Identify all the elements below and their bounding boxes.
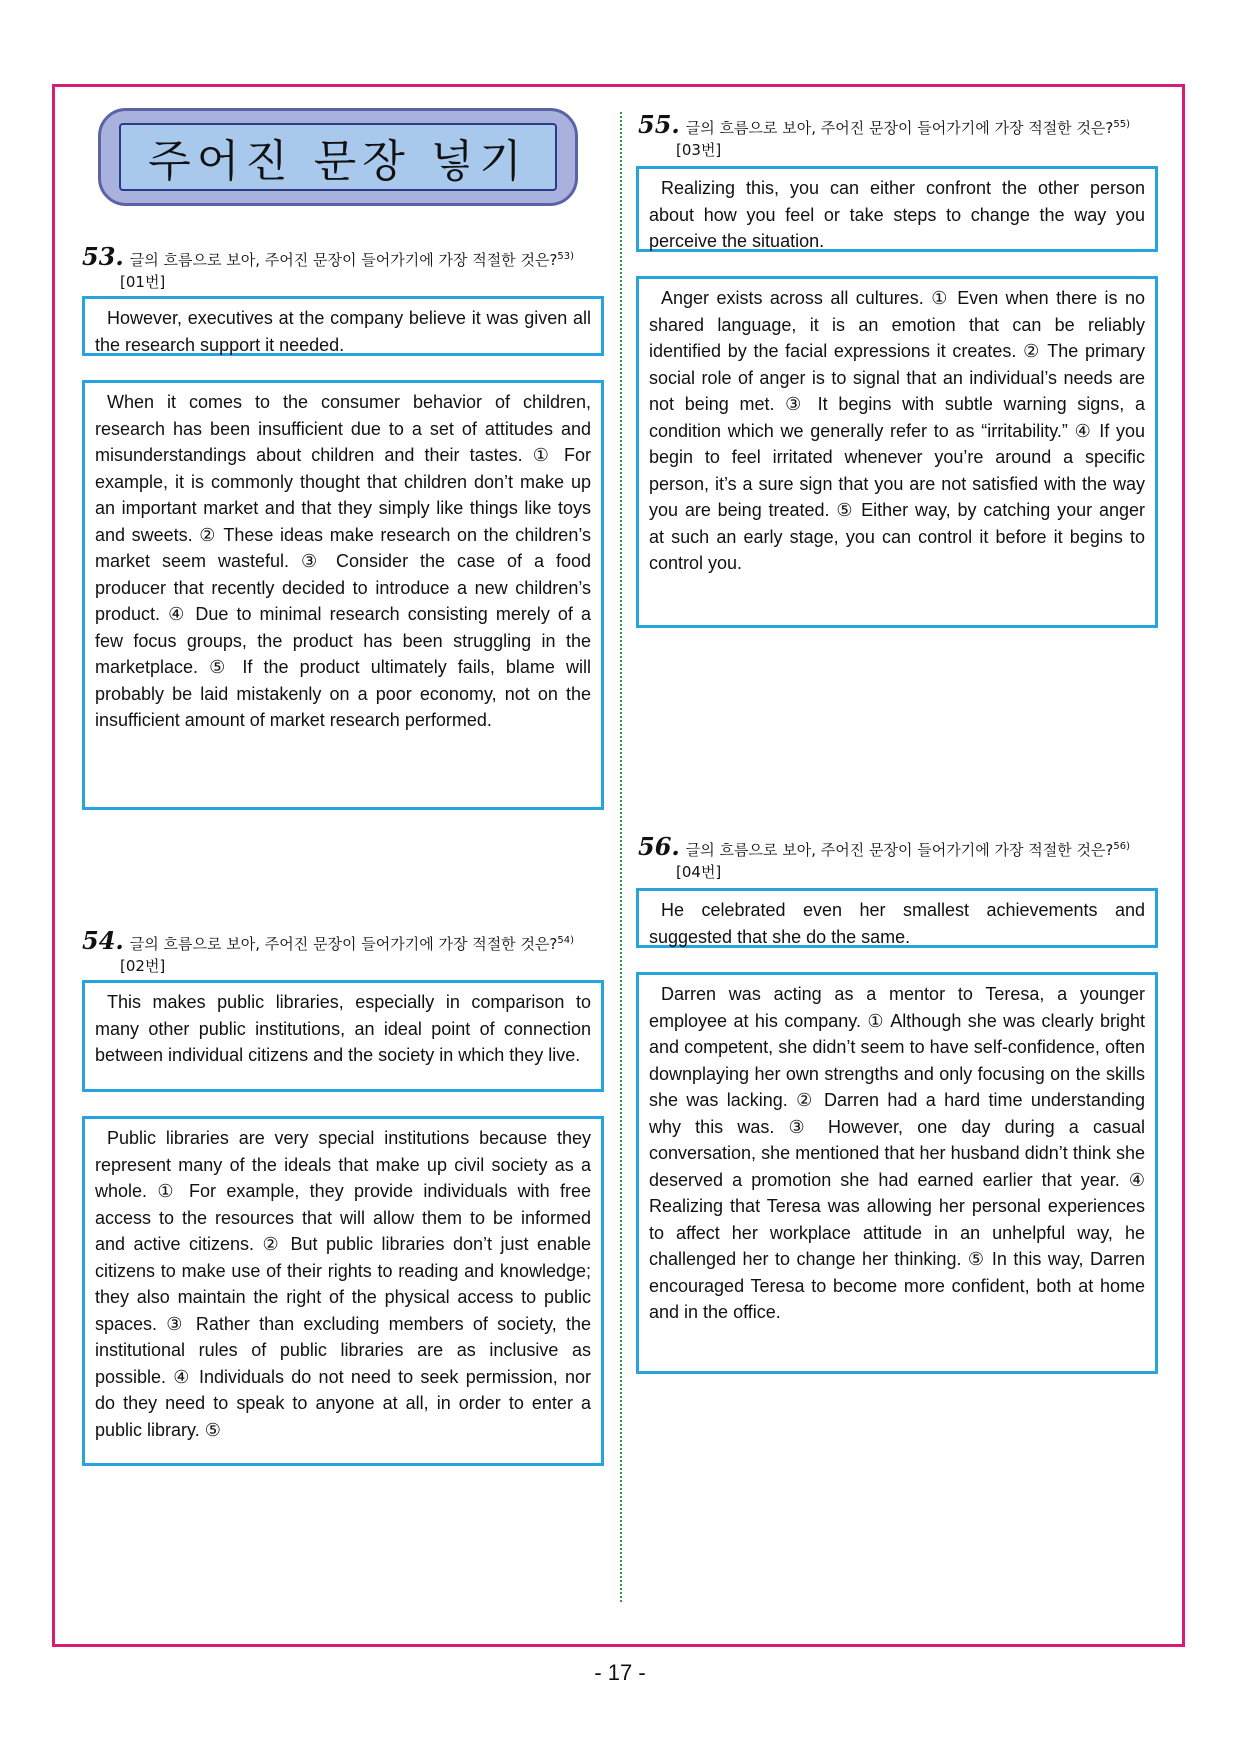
question-prompt: 글의 흐름으로 보아, 주어진 문장이 들어가기에 가장 적절한 것은? — [129, 935, 558, 953]
question-53-header — [82, 242, 602, 293]
question-number: 53. — [82, 242, 124, 271]
question-54-given-sentence: This makes public libraries, especially in comparison to many other public institutions, an ideal point of connection between individual citizens and the society in which they live. — [82, 980, 604, 1092]
question-source: [04번] — [676, 863, 722, 881]
question-55-passage: Anger exists across all cultures. ① Even when there is no shared language, it is an emotion that can be reliably identified by the facial expressions it creates. ② The primary social role of anger is to signal that an individual’s needs are not being met. ③ It begins with subtle warning signs, a condition which we generally refer to as “irritability.” ④ If you begin to feel irritated whenever you’re around a specific person, it’s a sure sign that you are not satisfied with the way you are being treated. ⑤ Either way, by catching your anger at such an early stage, you can control it before it begins to control you. — [636, 276, 1158, 628]
question-source: [02번] — [120, 957, 166, 975]
question-number: 54. — [82, 926, 124, 955]
question-source: [01번] — [120, 273, 166, 291]
question-56-given-sentence: He celebrated even her smallest achievements and suggested that she do the same. — [636, 888, 1158, 948]
section-title-inner — [119, 123, 557, 191]
page-number: - 17 - — [594, 1660, 646, 1685]
question-number: 55. — [638, 110, 680, 139]
section-title-banner — [98, 108, 578, 206]
question-56-header — [638, 832, 1158, 883]
question-source: [03번] — [676, 141, 722, 159]
footnote-marker: 54) — [557, 935, 575, 946]
footnote-marker: 53) — [557, 251, 575, 262]
question-53-passage: When it comes to the consumer behavior of children, research has been insufficient due to a set of attitudes and misunderstandings about children and their tastes. ① For example, it is commonly thought that children don’t make up an important market and that they simply like things like toys and sweets. ② These ideas make research on the children’s market seem wasteful. ③ Consider the case of a food producer that recently decided to introduce a new children’s product. ④ Due to minimal research consisting merely of a few focus groups, the product has been struggling in the marketplace. ⑤ If the product ultimately fails, blame will probably be laid mistakenly on a poor economy, not on the insufficient amount of market research performed. — [82, 380, 604, 810]
section-title: 주어진 문장 넣기 — [148, 136, 528, 187]
question-53-given-sentence: However, executives at the company believe it was given all the research support it needed. — [82, 296, 604, 356]
question-54-header — [82, 926, 602, 977]
footnote-marker: 56) — [1113, 841, 1131, 852]
question-prompt: 글의 흐름으로 보아, 주어진 문장이 들어가기에 가장 적절한 것은? — [685, 841, 1114, 859]
footnote-marker: 55) — [1113, 119, 1131, 130]
question-prompt: 글의 흐름으로 보아, 주어진 문장이 들어가기에 가장 적절한 것은? — [685, 119, 1114, 137]
question-55-given-sentence: Realizing this, you can either confront the other person about how you feel or take steps to change the way you perceive the situation. — [636, 166, 1158, 252]
question-prompt: 글의 흐름으로 보아, 주어진 문장이 들어가기에 가장 적절한 것은? — [129, 251, 558, 269]
question-55-header — [638, 110, 1158, 161]
question-number: 56. — [638, 832, 680, 861]
question-54-passage: Public libraries are very special institutions because they represent many of the ideals that make up civil society as a whole. ① For example, they provide individuals with free access to the resources that will allow them to be informed and active citizens. ② But public libraries don’t just enable citizens to make use of their rights to reading and knowledge; they also maintain the right of the physical access to public spaces. ③ Rather than excluding members of society, the institutional rules of public libraries are as inclusive as possible. ④ Individuals do not need to seek permission, nor do they need to speak to anyone at all, in order to enter a public library. ⑤ — [82, 1116, 604, 1466]
question-56-passage: Darren was acting as a mentor to Teresa, a younger employee at his company. ① Although she was clearly bright and competent, she didn’t seem to have self-confidence, often downplaying her own strengths and only focusing on the skills she was lacking. ② Darren had a hard time understanding why this was. ③ However, one day during a casual conversation, she mentioned that her husband didn’t think she deserved a promotion she had earned earlier that year. ④ Realizing that Teresa was allowing her personal experiences to affect her workplace attitude in an unhelpful way, he challenged her to change her thinking. ⑤ In this way, Darren encouraged Teresa to become more confident, both at home and in the office. — [636, 972, 1158, 1374]
column-divider — [620, 112, 622, 1602]
